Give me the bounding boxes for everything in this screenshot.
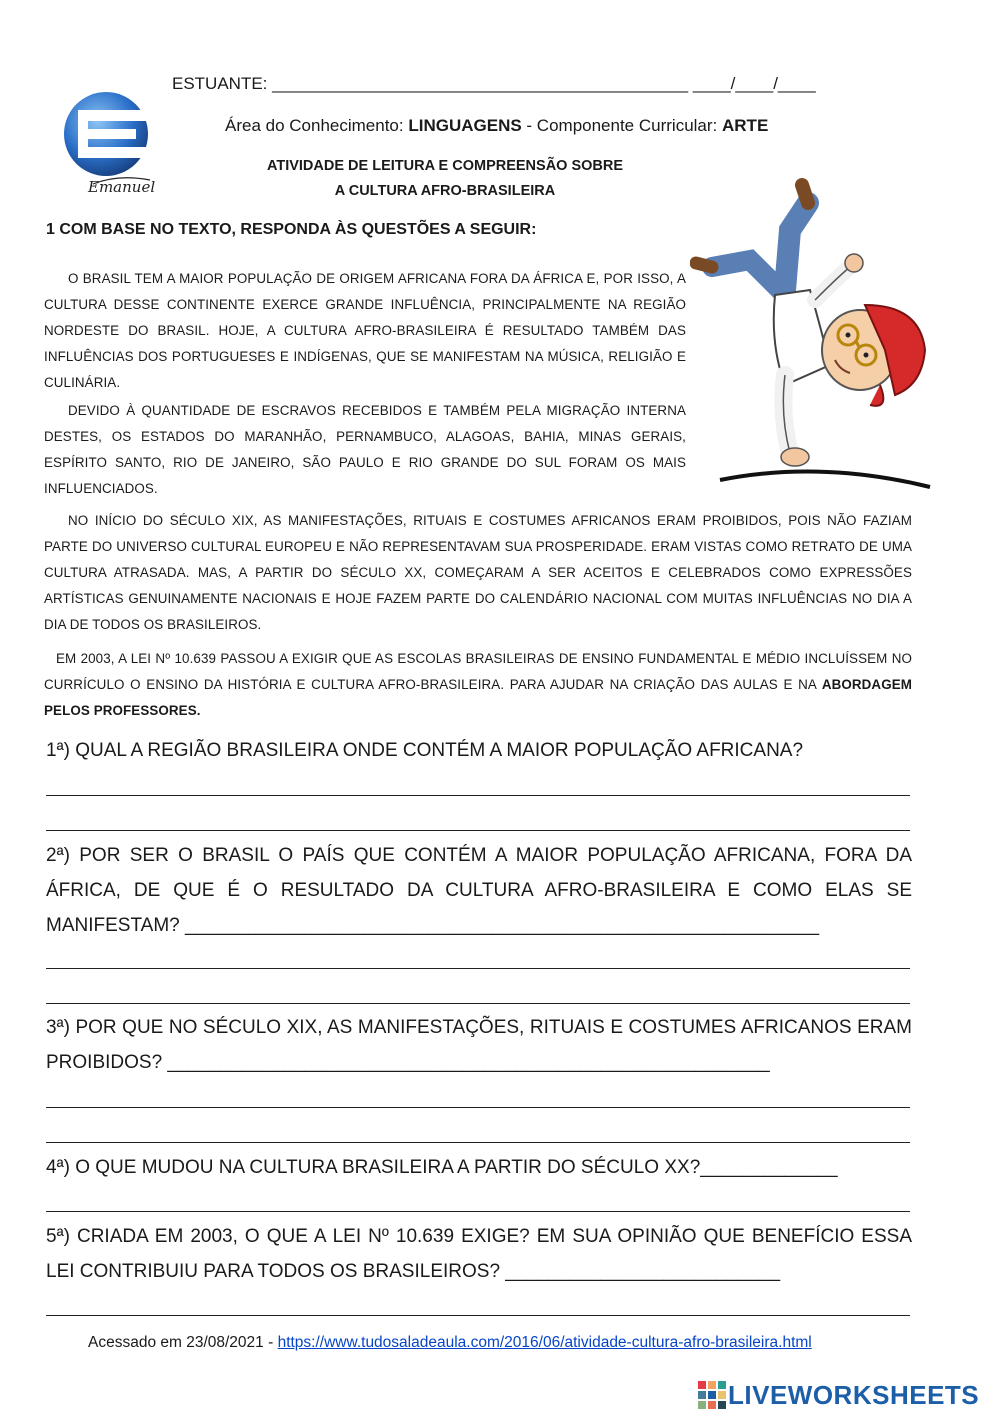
logo-signature: Emanuel: [88, 178, 156, 196]
component-label: - Componente Curricular:: [521, 116, 722, 135]
source-link[interactable]: https://www.tudosaladeaula.com/2016/06/atividade-cultura-afro-brasileira.html: [277, 1334, 812, 1351]
source-footer: [88, 1334, 812, 1352]
section-heading: 1 COM BASE NO TEXTO, RESPONDA ÀS QUESTÕES A SEGUIR:: [46, 221, 537, 238]
breakdancer-illustration: [690, 175, 940, 495]
answer-line[interactable]: [46, 795, 910, 796]
answer-line[interactable]: [46, 1003, 910, 1004]
answer-line[interactable]: [46, 1315, 910, 1316]
paragraph-4-bold: ABORDAGEM PELOS PROFESSORES.: [44, 677, 912, 718]
answer-line[interactable]: [46, 1211, 910, 1212]
text-paragraph-3: NO INÍCIO DO SÉCULO XIX, AS MANIFESTAÇÕES, RITUAIS E COSTUMES AFRICANOS ERAM PROIBIDOS, POIS NÃO FAZIAM PARTE DO UNIVERSO CULTURAL EUROPEU E NÃO REPRESENTAVAM SUA PROSPERIDADE. ERAM VISTAS COMO RETRATO DE UMA CULTURA ATRASADA. MAS, A PARTIR DO SÉCULO XX, COMEÇARAM A SER ACEITOS E CELEBRADOS COMO EXPRESSÕES ARTÍSTICAS GENUINAMENTE NACIONAIS E HOJE FAZEM PARTE DO CALENDÁRIO NACIONAL COM MUITAS INFLUÊNCIAS NO DIA A DIA DE TODOS OS BRASILEIROS.: [44, 513, 912, 632]
activity-title-line-1: ATIVIDADE DE LEITURA E COMPREENSÃO SOBRE: [266, 158, 624, 174]
answer-line[interactable]: [46, 1142, 910, 1143]
brand-name: LIVEWORKSHEETS: [728, 1379, 980, 1410]
question-2: 2ª) POR SER O BRASIL O PAÍS QUE CONTÉM A MAIOR POPULAÇÃO AFRICANA, FORA DA ÁFRICA, DE QUE É O RESULTADO DA CULTURA AFRO-BRASILEIRA E COMO ELAS SE MANIFESTAM? ____________________________________________________________: [46, 845, 912, 936]
answer-line[interactable]: [46, 968, 910, 969]
activity-title-line-2: A CULTURA AFRO-BRASILEIRA: [334, 183, 556, 199]
accessed-date: Acessado em 23/08/2021 -: [88, 1334, 278, 1351]
paragraph-4-text: EM 2003, A LEI Nº 10.639 PASSOU A EXIGIR QUE AS ESCOLAS BRASILEIRAS DE ENSINO FUNDAMENTAL E MÉDIO INCLUÍSSEM NO CURRÍCULO O ENSINO DA HISTÓRIA E CULTURA AFRO-BRASILEIRA. PARA AJUDAR NA CRIAÇÃO DAS AULAS E NA: [44, 651, 912, 692]
liveworksheets-brand: [698, 1378, 979, 1412]
text-paragraph-1: O BRASIL TEM A MAIOR POPULAÇÃO DE ORIGEM AFRICANA FORA DA ÁFRICA E, POR ISSO, A CULTURA DESSE CONTINENTE EXERCE GRANDE INFLUÊNCIA, PRINCIPALMENTE NA REGIÃO NORDESTE DO BRASIL. HOJE, A CULTURA AFRO-BRASILEIRA É RESULTADO TAMBÉM DAS INFLUÊNCIAS DOS PORTUGUESES E INDÍGENAS, QUE SE MANIFESTAM NA MÚSICA, RELIGIÃO E CULINÁRIA.: [44, 271, 686, 390]
answer-line[interactable]: [46, 1107, 910, 1108]
question-5: 5ª) CRIADA EM 2003, O QUE A LEI Nº 10.639 EXIGE? EM SUA OPINIÃO QUE BENEFÍCIO ESSA LEI CONTRIBUIU PARA TODOS OS BRASILEIROS? __________________________: [46, 1226, 912, 1282]
question-1: 1ª) QUAL A REGIÃO BRASILEIRA ONDE CONTÉM A MAIOR POPULAÇÃO AFRICANA?: [46, 740, 804, 761]
question-4: 4ª) O QUE MUDOU NA CULTURA BRASILEIRA A PARTIR DO SÉCULO XX?_____________: [46, 1157, 838, 1178]
area-label: Área do Conhecimento:: [225, 116, 409, 135]
text-paragraph-2: DEVIDO À QUANTIDADE DE ESCRAVOS RECEBIDOS E TAMBÉM PELA MIGRAÇÃO INTERNA DESTES, OS ESTADOS DO MARANHÃO, PERNAMBUCO, ALAGOAS, BAHIA, MINAS GERAIS, ESPÍRITO SANTO, RIO DE JANEIRO, SÃO PAULO E RIO GRANDE DO SUL FORAM OS MAIS INFLUENCIADOS.: [44, 403, 686, 496]
question-3: 3ª) POR QUE NO SÉCULO XIX, AS MANIFESTAÇÕES, RITUAIS E COSTUMES AFRICANOS ERAM PROIBIDOS? _________________________________________________________: [46, 1017, 912, 1073]
component-value: ARTE: [722, 116, 769, 135]
student-name-field[interactable]: ESTUANTE: ____________________________________________ ____/____/____: [172, 74, 816, 93]
knowledge-area-line: [225, 116, 768, 136]
text-paragraph-4: [44, 646, 912, 724]
liveworksheets-logo-icon: [698, 1381, 726, 1409]
area-value: LINGUAGENS: [408, 116, 522, 135]
answer-line[interactable]: [46, 830, 910, 831]
